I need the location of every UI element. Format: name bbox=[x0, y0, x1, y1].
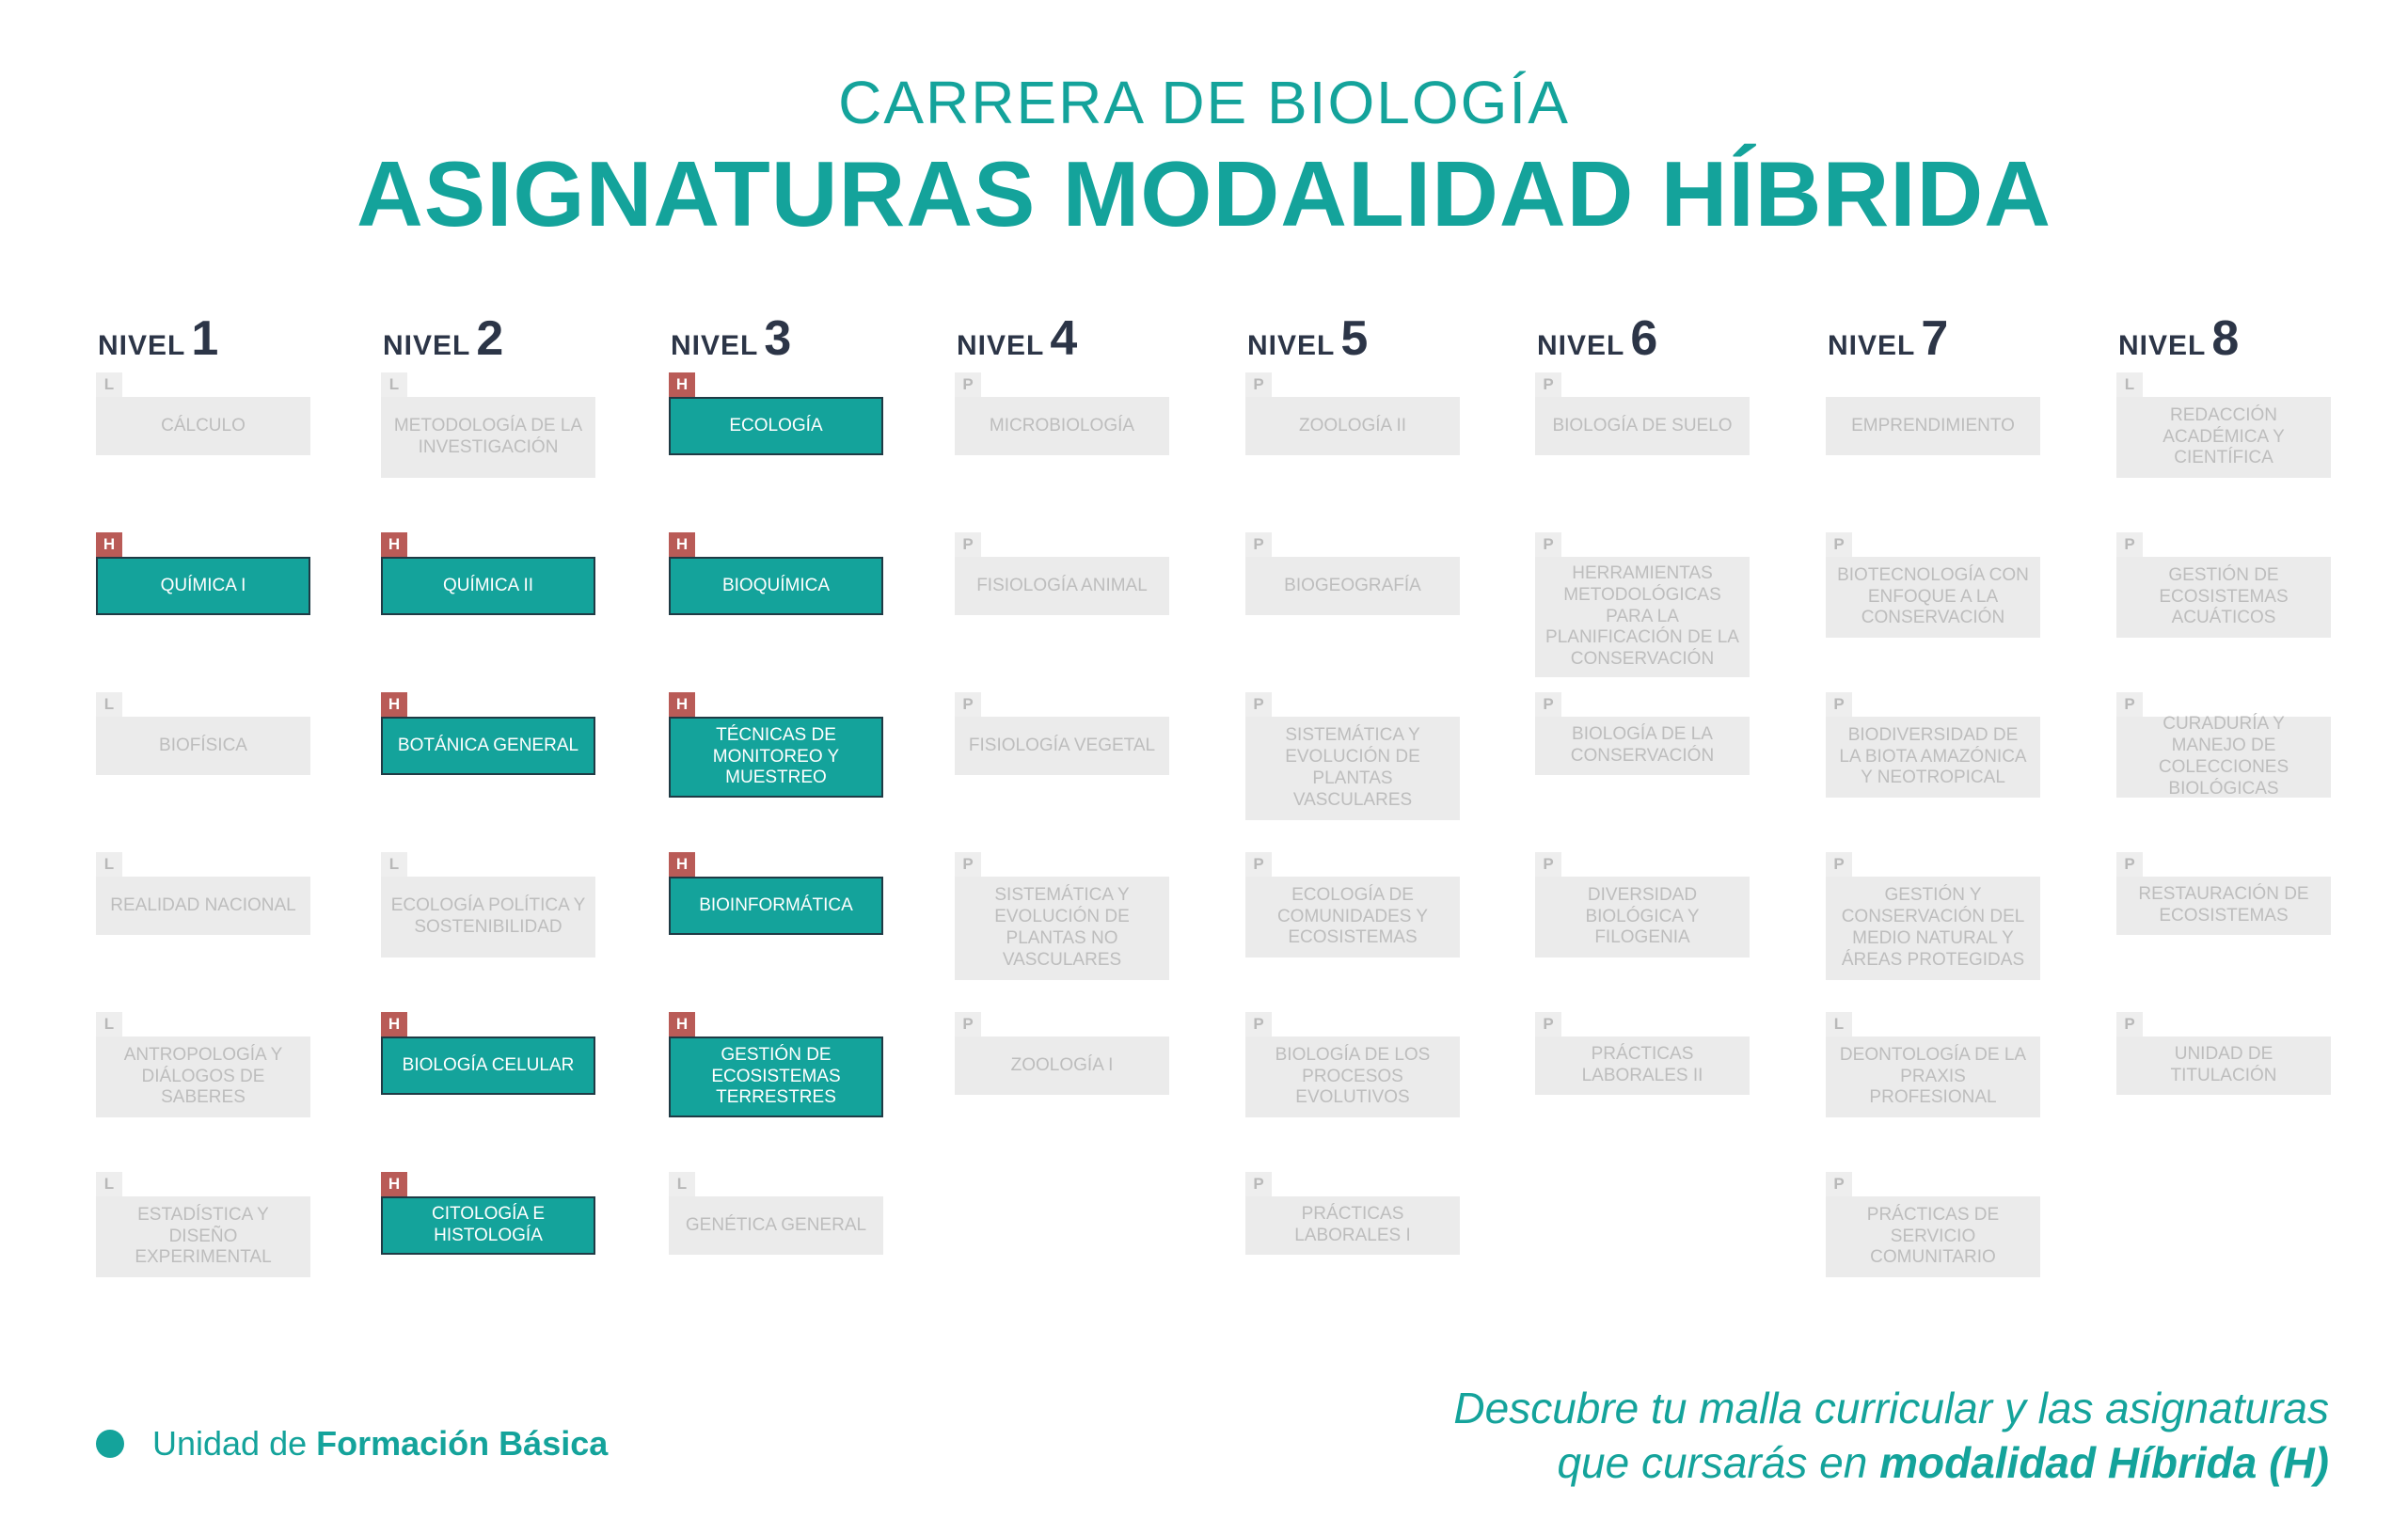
course-name: BIOGEOGRAFÍA bbox=[1245, 557, 1460, 615]
modality-tag: L bbox=[669, 1172, 695, 1196]
level-number: 3 bbox=[764, 311, 792, 366]
course-card bbox=[381, 852, 595, 957]
level-heading bbox=[1537, 310, 1657, 367]
course-card bbox=[96, 372, 310, 455]
course-card bbox=[2116, 692, 2331, 798]
course-card bbox=[955, 532, 1169, 615]
course-card bbox=[955, 852, 1169, 980]
course-name: CÁLCULO bbox=[96, 397, 310, 455]
modality-tag: P bbox=[1245, 532, 1272, 557]
level-number: 8 bbox=[2211, 311, 2240, 366]
modality-tag: L bbox=[381, 372, 407, 397]
hybrid-tag: H bbox=[381, 692, 407, 717]
course-card bbox=[1826, 692, 2040, 798]
level-heading bbox=[1828, 310, 1948, 367]
modality-tag: P bbox=[1535, 1012, 1561, 1037]
course-name: PRÁCTICAS DE SERVICIO COMUNITARIO bbox=[1826, 1196, 2040, 1277]
course-name: REDACCIÓN ACADÉMICA Y CIENTÍFICA bbox=[2116, 397, 2331, 478]
modality-tag: P bbox=[1535, 852, 1561, 877]
course-card bbox=[1245, 532, 1460, 615]
course-card bbox=[669, 852, 883, 935]
course-card bbox=[96, 692, 310, 775]
level-column-7 bbox=[1826, 310, 2052, 1326]
level-number: 1 bbox=[191, 311, 219, 366]
modality-tag: L bbox=[1826, 1012, 1852, 1037]
modality-tag: P bbox=[1245, 1012, 1272, 1037]
level-heading bbox=[2118, 310, 2239, 367]
level-number: 7 bbox=[1921, 311, 1949, 366]
course-card bbox=[1535, 852, 1750, 957]
course-card bbox=[96, 852, 310, 935]
course-name: BIOINFORMÁTICA bbox=[669, 877, 883, 935]
level-heading bbox=[98, 310, 218, 367]
legend-prefix: Unidad de bbox=[152, 1424, 317, 1463]
modality-tag: P bbox=[955, 532, 981, 557]
course-card bbox=[1245, 1172, 1460, 1255]
hybrid-tag: H bbox=[381, 1172, 407, 1196]
modality-tag: L bbox=[2116, 372, 2143, 397]
tagline-line-2-bold: modalidad Híbrida (H) bbox=[1879, 1438, 2329, 1487]
course-name: FISIOLOGÍA ANIMAL bbox=[955, 557, 1169, 615]
level-column-1 bbox=[96, 310, 322, 1326]
course-card bbox=[1535, 372, 1750, 455]
level-heading bbox=[383, 310, 503, 367]
level-heading bbox=[1247, 310, 1368, 367]
modality-tag: P bbox=[1826, 1172, 1852, 1196]
course-card bbox=[1245, 1012, 1460, 1117]
hybrid-tag: H bbox=[669, 532, 695, 557]
course-card bbox=[381, 1172, 595, 1255]
course-card bbox=[1245, 692, 1460, 820]
course-name: EMPRENDIMIENTO bbox=[1826, 397, 2040, 455]
course-name: BIOFÍSICA bbox=[96, 717, 310, 775]
course-card bbox=[2116, 532, 2331, 638]
hybrid-tag: H bbox=[669, 692, 695, 717]
hybrid-tag: H bbox=[669, 372, 695, 397]
course-card bbox=[669, 372, 883, 455]
course-name: FISIOLOGÍA VEGETAL bbox=[955, 717, 1169, 775]
course-name: MICROBIOLOGÍA bbox=[955, 397, 1169, 455]
course-card bbox=[381, 692, 595, 775]
course-card bbox=[955, 692, 1169, 775]
course-name: BIOQUÍMICA bbox=[669, 557, 883, 615]
hybrid-tag: H bbox=[381, 1012, 407, 1037]
modality-tag: L bbox=[96, 1172, 122, 1196]
course-name: ZOOLOGÍA I bbox=[955, 1037, 1169, 1095]
modality-tag: P bbox=[1535, 372, 1561, 397]
course-card bbox=[1826, 1012, 2040, 1117]
course-card bbox=[1535, 532, 1750, 677]
course-card bbox=[1245, 852, 1460, 957]
modality-tag: L bbox=[96, 1012, 122, 1037]
page-title: ASIGNATURAS MODALIDAD HÍBRIDA bbox=[356, 142, 2052, 245]
level-column-4 bbox=[955, 310, 1180, 1326]
level-word: NIVEL bbox=[671, 330, 759, 361]
course-name: HERRAMIENTAS METODOLÓGICAS PARA LA PLANIFICACIÓN DE LA CONSERVACIÓN bbox=[1535, 557, 1750, 677]
level-heading bbox=[957, 310, 1077, 367]
level-column-3 bbox=[669, 310, 895, 1326]
modality-tag: P bbox=[1826, 532, 1852, 557]
level-number: 6 bbox=[1630, 311, 1658, 366]
course-name: CURADURÍA Y MANEJO DE COLECCIONES BIOLÓGICAS bbox=[2116, 717, 2331, 798]
course-name: SISTEMÁTICA Y EVOLUCIÓN DE PLANTAS VASCULARES bbox=[1245, 717, 1460, 820]
course-name: GESTIÓN Y CONSERVACIÓN DEL MEDIO NATURAL Y ÁREAS PROTEGIDAS bbox=[1826, 877, 2040, 980]
course-card bbox=[2116, 1012, 2331, 1095]
course-card bbox=[381, 372, 595, 478]
course-name: DIVERSIDAD BIOLÓGICA Y FILOGENIA bbox=[1535, 877, 1750, 957]
tagline-line-2-prefix: que cursarás en bbox=[1557, 1438, 1880, 1487]
modality-tag: L bbox=[96, 372, 122, 397]
course-card bbox=[1826, 1172, 2040, 1277]
course-card bbox=[669, 692, 883, 798]
course-name: GENÉTICA GENERAL bbox=[669, 1196, 883, 1255]
course-name: ECOLOGÍA POLÍTICA Y SOSTENIBILIDAD bbox=[381, 877, 595, 957]
level-word: NIVEL bbox=[2118, 330, 2207, 361]
level-number: 4 bbox=[1050, 311, 1078, 366]
course-card bbox=[955, 372, 1169, 455]
course-card bbox=[669, 1172, 883, 1255]
course-card bbox=[1245, 372, 1460, 455]
course-name: BOTÁNICA GENERAL bbox=[381, 717, 595, 775]
modality-tag: P bbox=[955, 372, 981, 397]
modality-tag: P bbox=[2116, 692, 2143, 717]
level-number: 5 bbox=[1340, 311, 1369, 366]
level-word: NIVEL bbox=[1828, 330, 1916, 361]
modality-tag: L bbox=[96, 852, 122, 877]
level-word: NIVEL bbox=[98, 330, 186, 361]
modality-tag: P bbox=[1245, 692, 1272, 717]
course-name: ZOOLOGÍA II bbox=[1245, 397, 1460, 455]
legend-text bbox=[152, 1424, 608, 1464]
course-card bbox=[381, 1012, 595, 1095]
course-card bbox=[2116, 372, 2331, 478]
course-name: PRÁCTICAS LABORALES II bbox=[1535, 1037, 1750, 1095]
level-number: 2 bbox=[476, 311, 504, 366]
course-name: BIOLOGÍA DE SUELO bbox=[1535, 397, 1750, 455]
course-card bbox=[1826, 372, 2040, 455]
course-name: BIOTECNOLOGÍA CON ENFOQUE A LA CONSERVACIÓN bbox=[1826, 557, 2040, 638]
course-name: METODOLOGÍA DE LA INVESTIGACIÓN bbox=[381, 397, 595, 478]
modality-tag: P bbox=[955, 852, 981, 877]
modality-tag: P bbox=[1826, 852, 1852, 877]
course-name: REALIDAD NACIONAL bbox=[96, 877, 310, 935]
course-card bbox=[955, 1012, 1169, 1095]
modality-tag: P bbox=[955, 692, 981, 717]
modality-tag: P bbox=[2116, 852, 2143, 877]
tagline-line-1: Descubre tu malla curricular y las asignaturas bbox=[1453, 1384, 2329, 1432]
legend-dot-icon bbox=[96, 1430, 124, 1458]
level-word: NIVEL bbox=[383, 330, 471, 361]
course-name: ANTROPOLOGÍA Y DIÁLOGOS DE SABERES bbox=[96, 1037, 310, 1117]
course-name: BIODIVERSIDAD DE LA BIOTA AMAZÓNICA Y NEOTROPICAL bbox=[1826, 717, 2040, 798]
level-heading bbox=[671, 310, 791, 367]
page-subtitle: CARRERA DE BIOLOGÍA bbox=[838, 69, 1570, 136]
course-card bbox=[381, 532, 595, 615]
level-column-2 bbox=[381, 310, 607, 1326]
course-name: SISTEMÁTICA Y EVOLUCIÓN DE PLANTAS NO VASCULARES bbox=[955, 877, 1169, 980]
course-name: UNIDAD DE TITULACIÓN bbox=[2116, 1037, 2331, 1095]
course-card bbox=[1826, 532, 2040, 638]
legend-bold: Formación Básica bbox=[316, 1424, 609, 1463]
modality-tag: P bbox=[1245, 852, 1272, 877]
course-card bbox=[669, 532, 883, 615]
legend bbox=[96, 1425, 608, 1463]
course-card bbox=[1826, 852, 2040, 980]
course-card bbox=[96, 1172, 310, 1277]
course-name: BIOLOGÍA CELULAR bbox=[381, 1037, 595, 1095]
course-name: CITOLOGÍA E HISTOLOGÍA bbox=[381, 1196, 595, 1255]
hybrid-tag: H bbox=[96, 532, 122, 557]
modality-tag: P bbox=[1245, 1172, 1272, 1196]
hybrid-tag: H bbox=[381, 532, 407, 557]
course-name: GESTIÓN DE ECOSISTEMAS TERRESTRES bbox=[669, 1037, 883, 1117]
course-name: ESTADÍSTICA Y DISEÑO EXPERIMENTAL bbox=[96, 1196, 310, 1277]
level-column-5 bbox=[1245, 310, 1471, 1326]
course-name: PRÁCTICAS LABORALES I bbox=[1245, 1196, 1460, 1255]
course-card bbox=[96, 532, 310, 615]
hybrid-tag: H bbox=[669, 852, 695, 877]
tagline bbox=[1453, 1381, 2329, 1490]
course-card bbox=[1535, 1012, 1750, 1095]
modality-tag: P bbox=[1826, 692, 1852, 717]
level-column-8 bbox=[2116, 310, 2342, 1326]
course-name: QUÍMICA I bbox=[96, 557, 310, 615]
course-card bbox=[669, 1012, 883, 1117]
course-name: TÉCNICAS DE MONITOREO Y MUESTREO bbox=[669, 717, 883, 798]
hybrid-tag: H bbox=[669, 1012, 695, 1037]
course-name: ECOLOGÍA DE COMUNIDADES Y ECOSISTEMAS bbox=[1245, 877, 1460, 957]
course-name: DEONTOLOGÍA DE LA PRAXIS PROFESIONAL bbox=[1826, 1037, 2040, 1117]
course-card bbox=[96, 1012, 310, 1117]
course-card bbox=[2116, 852, 2331, 935]
modality-tag: P bbox=[2116, 1012, 2143, 1037]
course-name: GESTIÓN DE ECOSISTEMAS ACUÁTICOS bbox=[2116, 557, 2331, 638]
modality-tag: P bbox=[1535, 692, 1561, 717]
level-word: NIVEL bbox=[1537, 330, 1625, 361]
course-name: RESTAURACIÓN DE ECOSISTEMAS bbox=[2116, 877, 2331, 935]
level-column-6 bbox=[1535, 310, 1761, 1326]
course-name: BIOLOGÍA DE LA CONSERVACIÓN bbox=[1535, 717, 1750, 775]
modality-tag: L bbox=[96, 692, 122, 717]
course-name: QUÍMICA II bbox=[381, 557, 595, 615]
level-word: NIVEL bbox=[957, 330, 1045, 361]
modality-tag: P bbox=[955, 1012, 981, 1037]
course-name: BIOLOGÍA DE LOS PROCESOS EVOLUTIVOS bbox=[1245, 1037, 1460, 1117]
level-word: NIVEL bbox=[1247, 330, 1336, 361]
course-name: ECOLOGÍA bbox=[669, 397, 883, 455]
modality-tag: P bbox=[2116, 532, 2143, 557]
tagline-line-2 bbox=[1453, 1435, 2329, 1490]
modality-tag: P bbox=[1535, 532, 1561, 557]
course-card bbox=[1535, 692, 1750, 775]
modality-tag: P bbox=[1245, 372, 1272, 397]
modality-tag: L bbox=[381, 852, 407, 877]
